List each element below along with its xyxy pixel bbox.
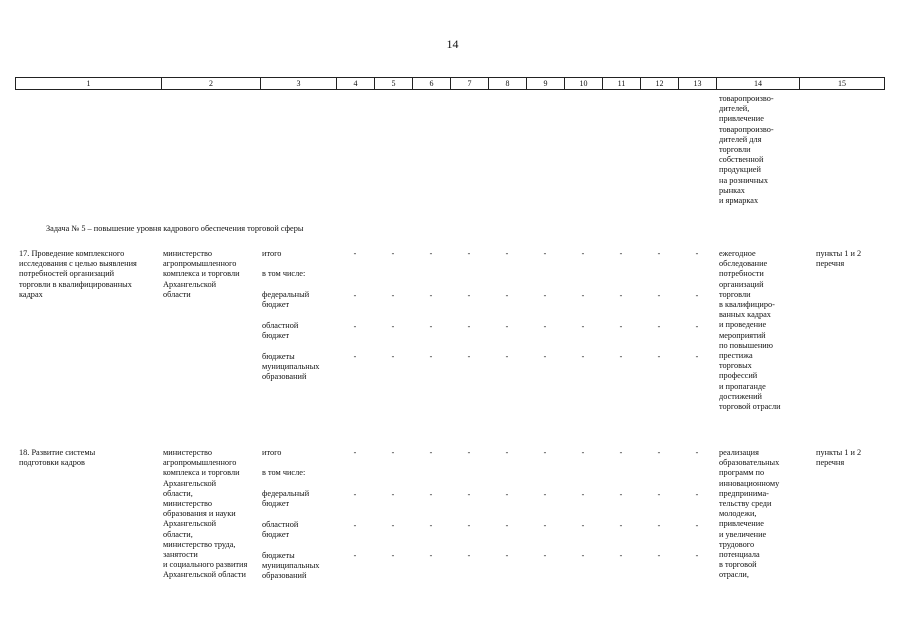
empty-value-dash: - bbox=[581, 448, 585, 457]
indicator-ref: пункты 1 и 2 перечня bbox=[816, 448, 862, 468]
empty-value-dash: - bbox=[695, 291, 699, 300]
funding-total-label: итого bbox=[262, 448, 282, 457]
empty-value-dash: - bbox=[429, 249, 433, 258]
empty-value-dash: - bbox=[353, 249, 357, 258]
header-col-12: 12 bbox=[640, 77, 678, 90]
empty-value-dash: - bbox=[467, 551, 471, 560]
empty-value-dash: - bbox=[581, 490, 585, 499]
empty-value-dash: - bbox=[505, 521, 509, 530]
empty-value-dash: - bbox=[391, 249, 395, 258]
empty-value-dash: - bbox=[619, 521, 623, 530]
empty-value-dash: - bbox=[581, 352, 585, 361]
empty-value-dash: - bbox=[505, 352, 509, 361]
empty-value-dash: - bbox=[467, 352, 471, 361]
empty-value-dash: - bbox=[619, 291, 623, 300]
empty-value-dash: - bbox=[467, 448, 471, 457]
empty-value-dash: - bbox=[581, 249, 585, 258]
empty-value-dash: - bbox=[467, 291, 471, 300]
empty-value-dash: - bbox=[543, 249, 547, 258]
executor: министерство агропромышленного комплекса и торговли Архангельской области, министерство образования и науки Архангельской области, министерство труда, занятости и социального развития Архангельской области bbox=[163, 448, 248, 580]
empty-value-dash: - bbox=[619, 322, 623, 331]
empty-value-dash: - bbox=[543, 551, 547, 560]
header-col-2: 2 bbox=[161, 77, 260, 90]
empty-value-dash: - bbox=[505, 448, 509, 457]
empty-value-dash: - bbox=[429, 448, 433, 457]
header-col-10: 10 bbox=[564, 77, 602, 90]
executor: министерство агропромышленного комплекса и торговли Архангельской области bbox=[163, 249, 240, 299]
empty-value-dash: - bbox=[505, 490, 509, 499]
funding-incl-label: в том числе: bbox=[262, 269, 306, 278]
empty-value-dash: - bbox=[695, 352, 699, 361]
empty-value-dash: - bbox=[391, 352, 395, 361]
header-col-13: 13 bbox=[678, 77, 716, 90]
empty-value-dash: - bbox=[429, 322, 433, 331]
empty-value-dash: - bbox=[543, 352, 547, 361]
empty-value-dash: - bbox=[353, 490, 357, 499]
empty-value-dash: - bbox=[391, 448, 395, 457]
header-col-8: 8 bbox=[488, 77, 526, 90]
empty-value-dash: - bbox=[505, 249, 509, 258]
header-col-6: 6 bbox=[412, 77, 450, 90]
empty-value-dash: - bbox=[543, 291, 547, 300]
header-col-4: 4 bbox=[336, 77, 374, 90]
empty-value-dash: - bbox=[657, 551, 661, 560]
empty-value-dash: - bbox=[429, 551, 433, 560]
empty-value-dash: - bbox=[657, 521, 661, 530]
header-col-1: 1 bbox=[15, 77, 161, 90]
empty-value-dash: - bbox=[619, 352, 623, 361]
empty-value-dash: - bbox=[619, 448, 623, 457]
empty-value-dash: - bbox=[505, 322, 509, 331]
empty-value-dash: - bbox=[581, 521, 585, 530]
indicator-ref: пункты 1 и 2 перечня bbox=[816, 249, 862, 269]
empty-value-dash: - bbox=[391, 490, 395, 499]
empty-value-dash: - bbox=[467, 490, 471, 499]
funding-total-label: итого bbox=[262, 249, 282, 258]
header-col-5: 5 bbox=[374, 77, 412, 90]
empty-value-dash: - bbox=[543, 448, 547, 457]
funding-federal-label: федеральный бюджет bbox=[262, 489, 310, 509]
empty-value-dash: - bbox=[467, 322, 471, 331]
empty-value-dash: - bbox=[695, 448, 699, 457]
empty-value-dash: - bbox=[657, 322, 661, 331]
empty-value-dash: - bbox=[391, 551, 395, 560]
funding-regional-label: областной бюджет bbox=[262, 321, 299, 341]
empty-value-dash: - bbox=[657, 352, 661, 361]
empty-value-dash: - bbox=[353, 521, 357, 530]
empty-value-dash: - bbox=[391, 521, 395, 530]
empty-value-dash: - bbox=[695, 551, 699, 560]
empty-value-dash: - bbox=[467, 249, 471, 258]
empty-value-dash: - bbox=[543, 322, 547, 331]
empty-value-dash: - bbox=[353, 291, 357, 300]
empty-value-dash: - bbox=[657, 249, 661, 258]
empty-value-dash: - bbox=[353, 448, 357, 457]
empty-value-dash: - bbox=[581, 322, 585, 331]
empty-value-dash: - bbox=[695, 521, 699, 530]
task-heading: Задача № 5 – повышение уровня кадрового обеспечения торговой сферы bbox=[46, 224, 304, 233]
funding-regional-label: областной бюджет bbox=[262, 520, 299, 540]
empty-value-dash: - bbox=[695, 322, 699, 331]
page-number: 14 bbox=[446, 37, 459, 51]
empty-value-dash: - bbox=[429, 352, 433, 361]
empty-value-dash: - bbox=[657, 448, 661, 457]
empty-value-dash: - bbox=[657, 291, 661, 300]
header-col-14: 14 bbox=[716, 77, 799, 90]
empty-value-dash: - bbox=[695, 249, 699, 258]
empty-value-dash: - bbox=[619, 490, 623, 499]
empty-value-dash: - bbox=[581, 291, 585, 300]
empty-value-dash: - bbox=[505, 291, 509, 300]
header-col-3: 3 bbox=[260, 77, 336, 90]
empty-value-dash: - bbox=[429, 490, 433, 499]
empty-value-dash: - bbox=[695, 490, 699, 499]
empty-value-dash: - bbox=[353, 352, 357, 361]
empty-value-dash: - bbox=[353, 551, 357, 560]
header-col-11: 11 bbox=[602, 77, 640, 90]
empty-value-dash: - bbox=[543, 490, 547, 499]
funding-municipal-label: бюджеты муниципальных образований bbox=[262, 551, 320, 581]
activity-name: 17. Проведение комплексного исследования с целью выявления потребностей организаций торговли в квалифицированных кадрах bbox=[19, 249, 137, 299]
header-col-9: 9 bbox=[526, 77, 564, 90]
expected-result: реализация образовательных программ по инновационному предпринима- тельству среди молодежи, привлечение и увеличение трудового потенциала в торговой отрасли, bbox=[719, 448, 780, 580]
activity-name: 18. Развитие системы подготовки кадров bbox=[19, 448, 96, 468]
empty-value-dash: - bbox=[391, 291, 395, 300]
funding-incl-label: в том числе: bbox=[262, 468, 306, 477]
empty-value-dash: - bbox=[429, 521, 433, 530]
empty-value-dash: - bbox=[543, 521, 547, 530]
expected-result: ежегодное обследование потребности организаций торговли в квалифициро- ванных кадрах и проведение мероприятий по повышению престижа торговых профессий и пропаганде достижений торговой отрасли bbox=[719, 249, 781, 412]
header-col-7: 7 bbox=[450, 77, 488, 90]
continued-result-text: товаропроизво- дителей, привлечение товаропроизво- дителей для торговли собственной продукцией на розничных рынках и ярмарках bbox=[719, 94, 774, 206]
empty-value-dash: - bbox=[353, 322, 357, 331]
empty-value-dash: - bbox=[505, 551, 509, 560]
funding-federal-label: федеральный бюджет bbox=[262, 290, 310, 310]
empty-value-dash: - bbox=[619, 551, 623, 560]
empty-value-dash: - bbox=[657, 490, 661, 499]
empty-value-dash: - bbox=[619, 249, 623, 258]
empty-value-dash: - bbox=[467, 521, 471, 530]
header-col-15: 15 bbox=[799, 77, 885, 90]
funding-municipal-label: бюджеты муниципальных образований bbox=[262, 352, 320, 382]
empty-value-dash: - bbox=[581, 551, 585, 560]
empty-value-dash: - bbox=[429, 291, 433, 300]
empty-value-dash: - bbox=[391, 322, 395, 331]
